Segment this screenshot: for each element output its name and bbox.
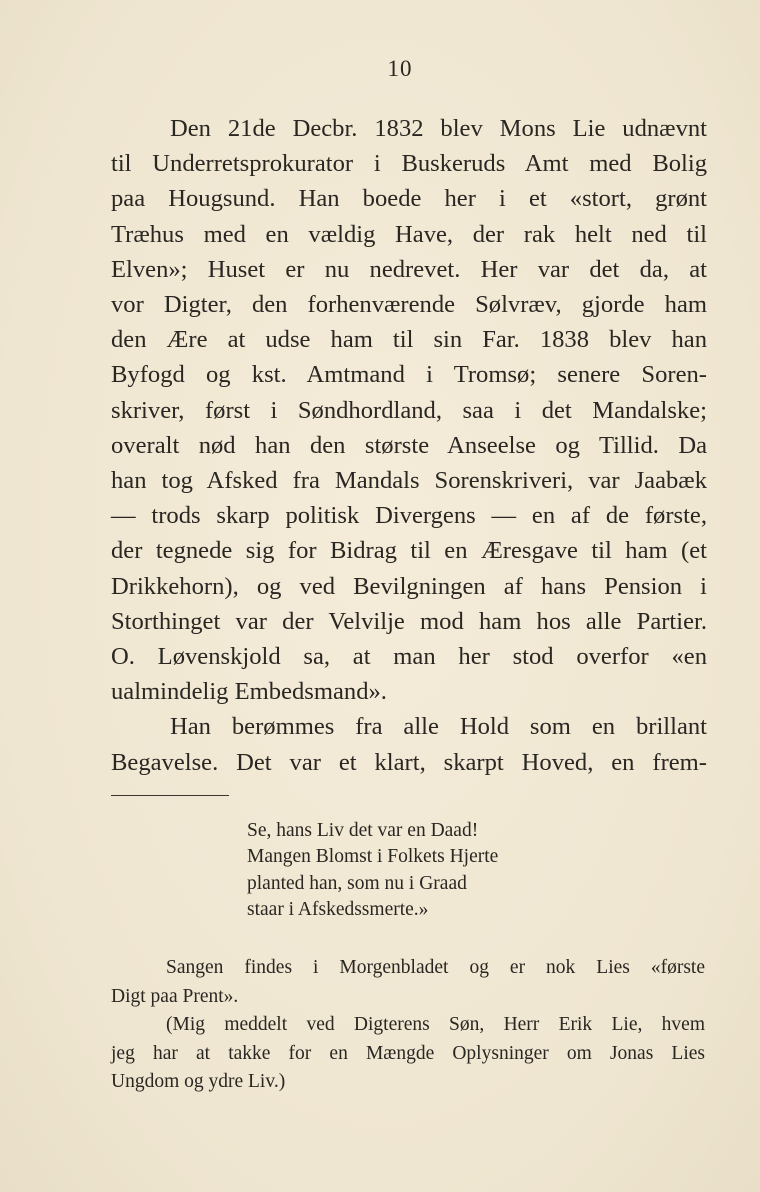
text-line: skriver, først i Søndhordland, saa i det Mandalske; [111, 396, 707, 424]
text-line: til Underretsprokurator i Buskeruds Amt med Bolig [111, 150, 707, 178]
note-line: Digt paa Prent». [111, 985, 239, 1007]
text-line: han tog Afsked fra Mandals Sorenskriveri, var Jaabæk [111, 467, 707, 495]
text-line: der tegnede sig for Bidrag til en Æresgave til ham (et [111, 537, 707, 565]
text-line: Træhus med en vældig Have, der rak helt ned til [111, 220, 707, 248]
verse-line: Se, hans Liv det var en Daad! [247, 820, 479, 841]
footnote-notes [111, 954, 705, 1097]
verse-line: staar i Afskedssmerte.» [247, 899, 429, 921]
text-line: Byfogd og kst. Amtmand i Tromsø; senere Soren- [111, 361, 707, 389]
text-line: Storthinget var der Velvilje mod ham hos alle Partier. [111, 607, 707, 635]
verse-line: planted han, som nu i Graad [247, 872, 467, 894]
note-line: (Mig meddelt ved Digterens Søn, Herr Erik Lie, hvem [166, 1014, 705, 1036]
verse-line: Mangen Blomst i Folkets Hjerte [247, 846, 499, 868]
text-line: den Ære at udse ham til sin Far. 1838 blev han [111, 326, 707, 354]
text-line: vor Digter, den forhenværende Sølvræv, gjorde ham [111, 291, 707, 319]
text-line: Den 21de Decbr. 1832 blev Mons Lie udnævnt [170, 115, 707, 142]
footnote-rule [111, 795, 229, 796]
text-line: Drikkehorn), og ved Bevilgningen af hans Pension i [111, 572, 707, 600]
page-number: 10 [387, 56, 413, 81]
text-line: O. Løvenskjold sa, at man her stod overfor «en [111, 643, 707, 671]
text-line: paa Hougsund. Han boede her i et «stort, grønt [111, 185, 707, 213]
text-line: — trods skarp politisk Divergens — en af de første, [111, 502, 707, 530]
main-text [111, 111, 707, 780]
text-line: Elven»; Huset er nu nedrevet. Her var det da, at [111, 255, 707, 283]
note-line: jeg har at takke for en Mængde Oplysninger om Jonas Lies [111, 1042, 705, 1064]
text-line: Han berømmes fra alle Hold som en brillant [170, 713, 707, 741]
text-line: Begavelse. Det var et klart, skarpt Hoved, en frem- [111, 748, 707, 776]
note-line: Sangen findes i Morgenbladet og er nok Lies «første [166, 957, 705, 978]
text-line: ualmindelig Embedsmand». [111, 678, 387, 706]
footnote-verse [247, 818, 498, 924]
text-line: overalt nød han den største Anseelse og Tillid. Da [111, 431, 707, 459]
note-line: Ungdom og ydre Liv.) [111, 1071, 286, 1093]
